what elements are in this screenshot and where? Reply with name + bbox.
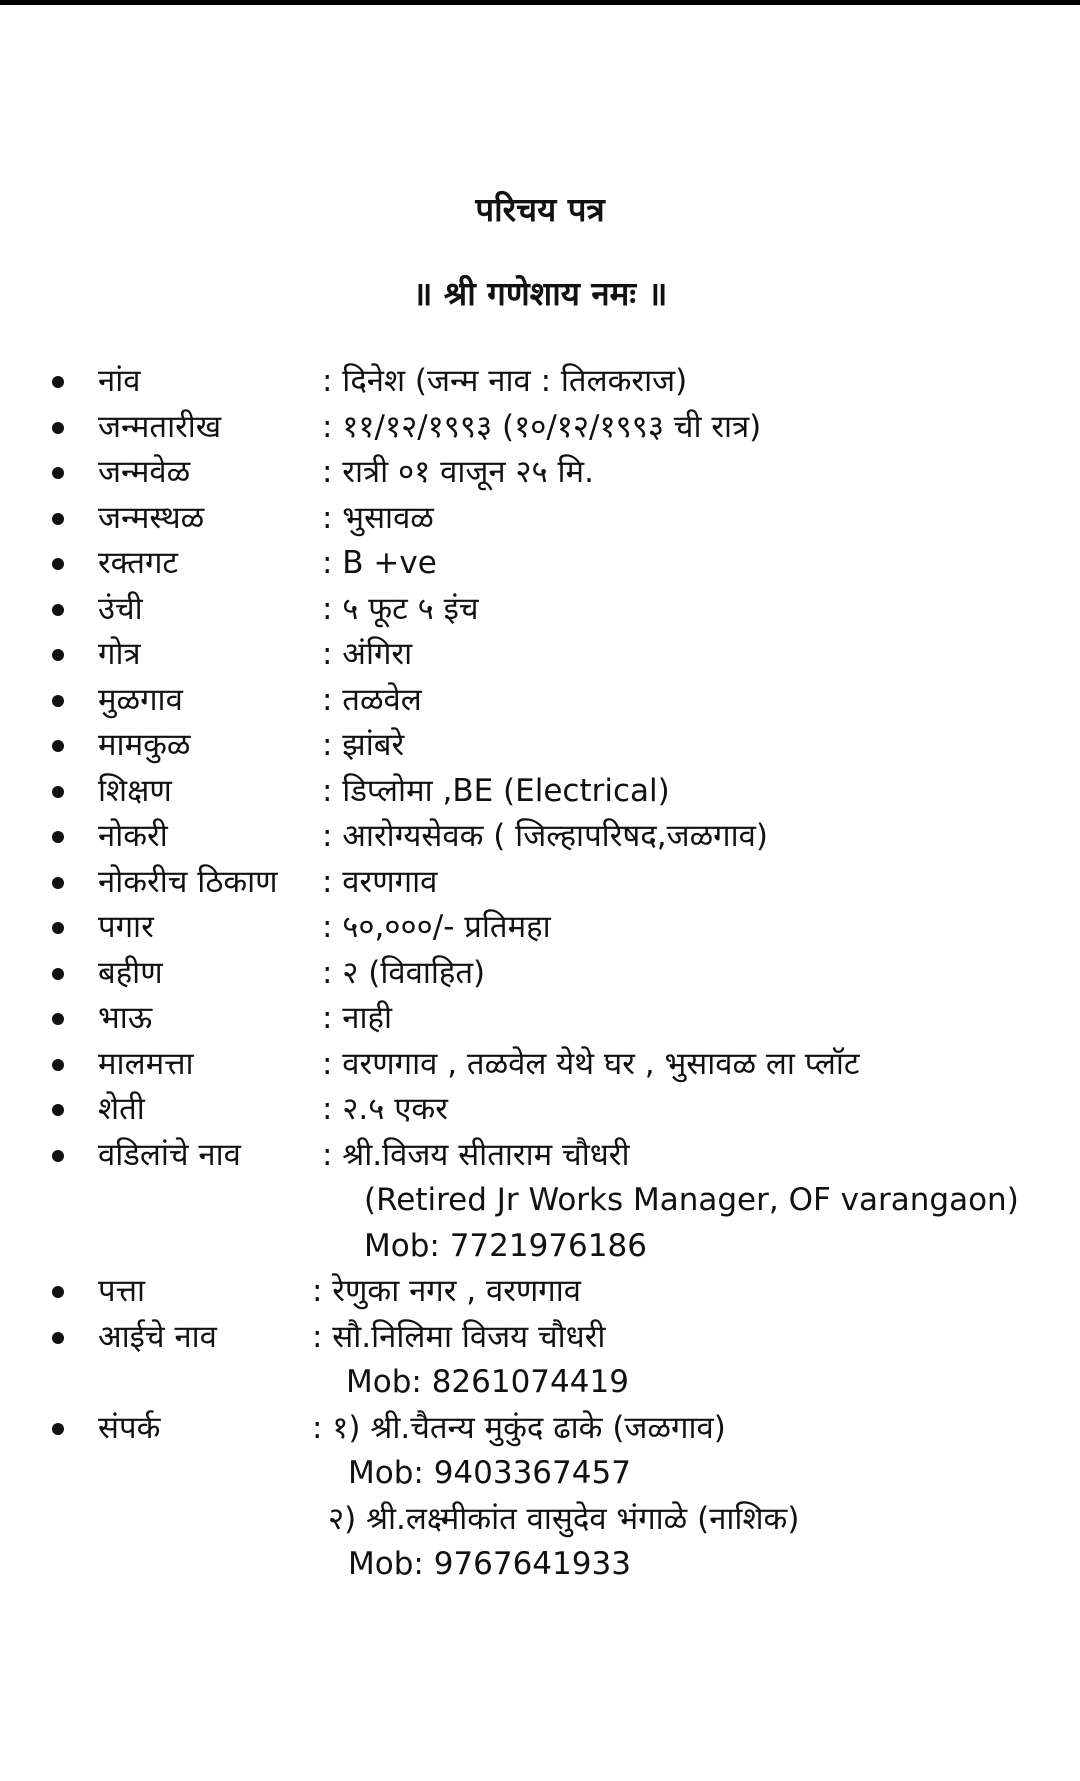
detail-row-sisters [0, 951, 1080, 997]
bullet-icon [52, 1104, 64, 1116]
detail-row-salary [0, 905, 1080, 951]
field-label: शिक्षण [98, 772, 172, 809]
bullet-icon [52, 513, 64, 525]
field-label: बहीण [98, 954, 163, 991]
bullet-icon [52, 649, 64, 661]
field-value: : तळवेल [322, 681, 422, 718]
field-label: जन्मवेळ [98, 454, 191, 490]
field-label: मुळगाव [98, 681, 183, 718]
field-value: : झांबरे [322, 727, 405, 763]
detail-row-birthplace [0, 496, 1080, 542]
field-label: जन्मतारीख [98, 408, 222, 445]
field-label: मालमत्ता [98, 1045, 194, 1082]
field-value: : रात्री ०१ वाजून २५ मि. [322, 454, 594, 490]
mother-mobile: Mob: 8261074419 [346, 1364, 629, 1400]
field-value: : रेणुका नगर , वरणगाव [312, 1273, 582, 1309]
field-value: : ११/१२/१९९३ (१०/१२/१९९३ ची रात्र) [322, 408, 762, 445]
details-list [0, 359, 1080, 1588]
bullet-icon [52, 740, 64, 752]
bullet-icon [52, 376, 64, 388]
field-label: पत्ता [98, 1273, 146, 1309]
detail-row-birthtime [0, 450, 1080, 496]
field-label: संपर्क [98, 1409, 161, 1446]
detail-row-father-name [0, 1133, 1080, 1179]
detail-row-address [0, 1269, 1080, 1315]
contact-second: २) श्री.लक्ष्मीकांत वासुदेव भंगाळे (नाशिक) [328, 1500, 800, 1537]
contact-first-mobile-row [0, 1451, 1080, 1497]
bullet-icon [52, 695, 64, 707]
father-designation-row [0, 1178, 1080, 1224]
bullet-icon [52, 968, 64, 980]
bullet-icon [52, 786, 64, 798]
bullet-icon [52, 877, 64, 889]
field-value: : २ (विवाहित) [322, 954, 486, 991]
field-value: : वरणगाव [322, 863, 438, 900]
field-label: नोकरी [98, 818, 168, 854]
father-mobile: Mob: 7721976186 [364, 1227, 647, 1264]
bullet-icon [52, 1150, 64, 1162]
bullet-icon [52, 558, 64, 570]
detail-row-mother-name [0, 1315, 1080, 1361]
field-value: : ५ फूट ५ इंच [322, 590, 479, 627]
detail-row-job-location [0, 860, 1080, 906]
field-label: नोकरीच ठिकाण [98, 863, 278, 900]
contact-second-row [0, 1497, 1080, 1543]
bullet-icon [52, 1013, 64, 1025]
detail-row-height [0, 587, 1080, 633]
field-label: आईचे नाव [98, 1318, 217, 1355]
contact-second-mobile: Mob: 9767641933 [348, 1546, 631, 1582]
field-value: : सौ.निलिमा विजय चौधरी [312, 1318, 606, 1355]
father-mobile-row [0, 1224, 1080, 1270]
field-value: : भुसावळ [322, 499, 434, 536]
detail-row-native-village [0, 678, 1080, 724]
detail-row-birthdate [0, 405, 1080, 451]
detail-row-contact [0, 1406, 1080, 1452]
bullet-icon [52, 422, 64, 434]
field-value: : नाही [322, 1000, 393, 1036]
detail-row-blood-group [0, 541, 1080, 587]
bullet-icon [52, 1286, 64, 1298]
field-label: गोत्र [98, 636, 141, 672]
detail-row-education [0, 769, 1080, 815]
field-label: पगार [98, 909, 154, 945]
field-value: : B +ve [322, 545, 437, 581]
field-value: : अंगिरा [322, 636, 413, 672]
detail-row-farmland [0, 1087, 1080, 1133]
field-label: शेती [98, 1091, 145, 1127]
detail-row-property [0, 1042, 1080, 1088]
bullet-icon [52, 1059, 64, 1071]
field-value: : दिनेश (जन्म नाव : तिलकराज) [322, 363, 688, 399]
father-designation: (Retired Jr Works Manager, OF varangaon) [364, 1182, 1019, 1218]
field-label: वडिलांचे नाव [98, 1136, 241, 1173]
field-value: : डिप्लोमा ,BE (Electrical) [322, 772, 670, 809]
invocation-line: ॥ श्री गणेशाय नमः ॥ [412, 274, 668, 313]
detail-row-job [0, 814, 1080, 860]
field-label: नांव [98, 363, 141, 399]
page-title: परिचय पत्र [475, 190, 605, 229]
field-value: : २.५ एकर [322, 1091, 448, 1127]
detail-row-name [0, 359, 1080, 405]
bullet-icon [52, 604, 64, 616]
field-label: रक्तगट [98, 545, 179, 581]
bullet-icon [52, 1332, 64, 1344]
field-label: मामकुळ [98, 727, 191, 763]
bullet-icon [52, 1423, 64, 1435]
field-value: : आरोग्यसेवक ( जिल्हापरिषद,जळगाव) [322, 818, 768, 854]
detail-row-maternal-family [0, 723, 1080, 769]
field-value: : ५०,०००/- प्रतिमहा [322, 909, 551, 945]
mother-mobile-row [0, 1360, 1080, 1406]
bullet-icon [52, 831, 64, 843]
bullet-icon [52, 467, 64, 479]
field-value: : वरणगाव , तळवेल येथे घर , भुसावळ ला प्लॉट [322, 1045, 860, 1082]
contact-second-mobile-row [0, 1542, 1080, 1588]
field-label: उंची [98, 590, 143, 627]
field-value: : श्री.विजय सीताराम चौधरी [322, 1136, 630, 1173]
field-label: भाऊ [98, 1000, 153, 1036]
detail-row-brothers [0, 996, 1080, 1042]
contact-first: : १) श्री.चैतन्य मुकुंद ढाके (जळगाव) [312, 1409, 726, 1446]
bullet-icon [52, 922, 64, 934]
field-label: जन्मस्थळ [98, 499, 205, 536]
contact-first-mobile: Mob: 9403367457 [348, 1455, 631, 1491]
detail-row-gotra [0, 632, 1080, 678]
